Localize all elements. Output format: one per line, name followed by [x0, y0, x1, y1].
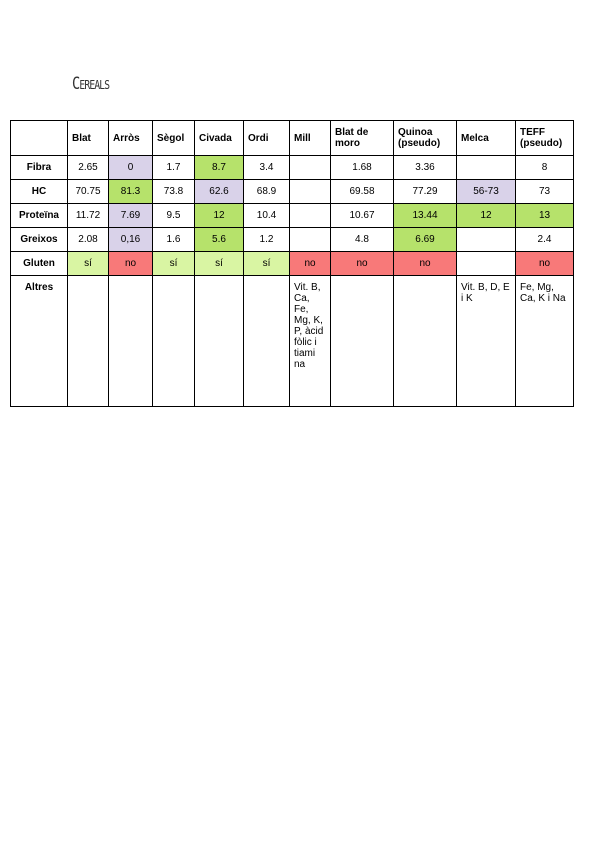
table-cell: no: [331, 252, 394, 276]
col-header-segol: Sègol: [153, 121, 195, 156]
table-cell: sí: [244, 252, 290, 276]
table-cell: [290, 156, 331, 180]
table-cell: 8: [516, 156, 574, 180]
table-cell: 9.5: [153, 204, 195, 228]
table-cell: 6.69: [394, 228, 457, 252]
table-cell: [457, 228, 516, 252]
table-cell: 12: [195, 204, 244, 228]
row-label-greixos: Greixos: [11, 228, 68, 252]
table-cell: 7.69: [109, 204, 153, 228]
table-cell: sí: [195, 252, 244, 276]
row-label-altres: Altres: [11, 276, 68, 407]
table-cell: 12: [457, 204, 516, 228]
row-label-gluten: Gluten: [11, 252, 68, 276]
table-cell: 10.67: [331, 204, 394, 228]
table-cell: [68, 276, 109, 407]
table-cell: 0,16: [109, 228, 153, 252]
row-label-proteina: Proteïna: [11, 204, 68, 228]
table-cell: [331, 276, 394, 407]
table-cell: [109, 276, 153, 407]
table-cell: 13: [516, 204, 574, 228]
table-cell: Vit. B, D, E i K: [457, 276, 516, 407]
table-cell: 0: [109, 156, 153, 180]
table-cell: sí: [153, 252, 195, 276]
table-cell: [290, 204, 331, 228]
table-cell: 81.3: [109, 180, 153, 204]
table-cell: 8.7: [195, 156, 244, 180]
table-cell: [290, 228, 331, 252]
table-cell: 73.8: [153, 180, 195, 204]
col-header-blat: Blat: [68, 121, 109, 156]
table-cell: Vit. B, Ca, Fe, Mg, K, P, àcid fòlic i tiami na: [290, 276, 331, 407]
row-label-fibra: Fibra: [11, 156, 68, 180]
col-header-melca: Melca: [457, 121, 516, 156]
table-cell: 4.8: [331, 228, 394, 252]
table-cell: 1.7: [153, 156, 195, 180]
table-cell: [244, 276, 290, 407]
table-cell: [394, 276, 457, 407]
table-cell: Fe, Mg, Ca, K i Na: [516, 276, 574, 407]
table-cell: 73: [516, 180, 574, 204]
table-cell: 1.6: [153, 228, 195, 252]
table-cell: 62.6: [195, 180, 244, 204]
table-cell: 2.4: [516, 228, 574, 252]
table-cell: [195, 276, 244, 407]
table-cell: 3.4: [244, 156, 290, 180]
corner-cell: [11, 121, 68, 156]
table-row-gluten: [11, 252, 574, 276]
table-cell: 10.4: [244, 204, 290, 228]
table-cell: 11.72: [68, 204, 109, 228]
table-cell: [290, 180, 331, 204]
table-row-greixos: [11, 228, 574, 252]
table-cell: sí: [68, 252, 109, 276]
col-header-quinoa: Quinoa (pseudo): [394, 121, 457, 156]
cereal-table: [10, 120, 574, 407]
table-cell: [457, 252, 516, 276]
table-cell: no: [109, 252, 153, 276]
table-cell: 2.08: [68, 228, 109, 252]
table-row-fibra: [11, 156, 574, 180]
col-header-blat-de-moro: Blat de moro: [331, 121, 394, 156]
table-cell: [153, 276, 195, 407]
table-cell: no: [394, 252, 457, 276]
col-header-arros: Arròs: [109, 121, 153, 156]
table-cell: 56-73: [457, 180, 516, 204]
table-cell: 13.44: [394, 204, 457, 228]
col-header-civada: Civada: [195, 121, 244, 156]
table-cell: 70.75: [68, 180, 109, 204]
table-cell: [457, 156, 516, 180]
col-header-mill: Mill: [290, 121, 331, 156]
table-cell: 77.29: [394, 180, 457, 204]
row-label-hc: HC: [11, 180, 68, 204]
table-cell: 69.58: [331, 180, 394, 204]
table-row-proteina: [11, 204, 574, 228]
table-cell: 1.68: [331, 156, 394, 180]
page-title: Cereals: [72, 74, 110, 94]
table-cell: no: [516, 252, 574, 276]
header-row: [11, 121, 574, 156]
col-header-ordi: Ordi: [244, 121, 290, 156]
table-cell: 5.6: [195, 228, 244, 252]
table-row-altres: [11, 276, 574, 407]
table-cell: 1.2: [244, 228, 290, 252]
table-cell: 68.9: [244, 180, 290, 204]
col-header-teff: TEFF (pseudo): [516, 121, 574, 156]
table-cell: no: [290, 252, 331, 276]
table-row-hc: [11, 180, 574, 204]
table-cell: 2.65: [68, 156, 109, 180]
table-cell: 3.36: [394, 156, 457, 180]
